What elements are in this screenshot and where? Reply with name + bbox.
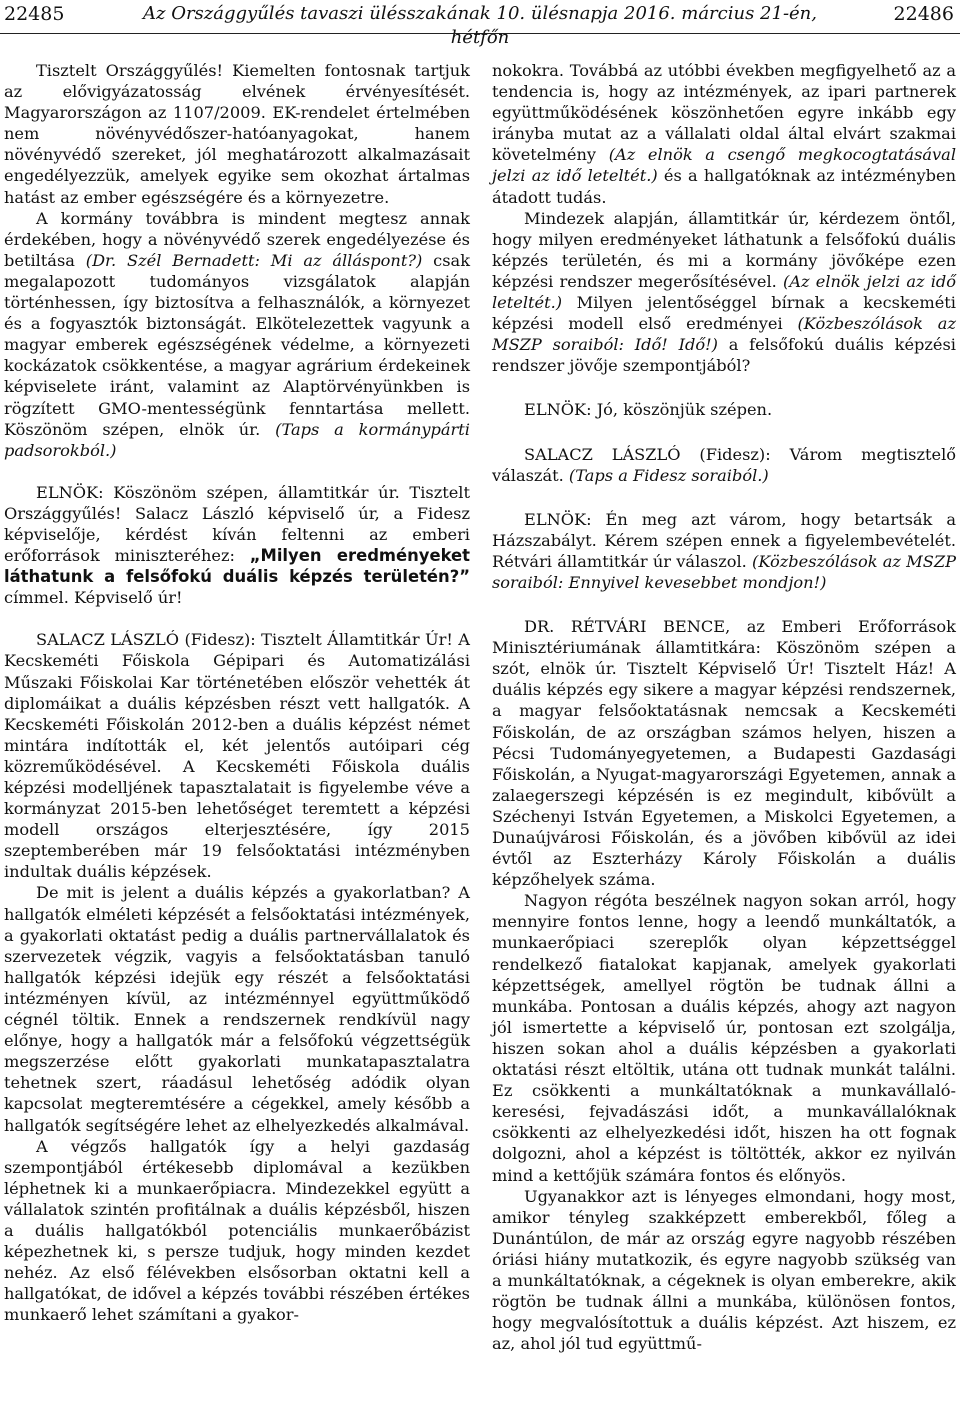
page-header bbox=[0, 0, 960, 48]
header-rule bbox=[0, 33, 960, 34]
speaker-paragraph: ELNÖK: Én meg azt várom, hogy betartsák a Házszabályt. Kérem szépen ennek a figyelembevételét. Rétvári államtitkár úr válaszol. (Közbeszólások az MSZP soraiból: Ennyivel kevesebbet mondjon!) bbox=[492, 509, 956, 592]
applause-note: (Taps a kormánypárti padsorokból.) bbox=[4, 419, 470, 460]
page-number-right: 22486 bbox=[893, 3, 954, 25]
speaker-paragraph: SALACZ LÁSZLÓ (Fidesz): Várom megtisztelő válaszát. (Taps a Fidesz soraiból.) bbox=[492, 444, 956, 485]
paragraph: Mindezek alapján, államtitkár úr, kérdezem öntől, hogy milyen eredményeket láthatunk a felsőfokú duális képzés területén, és mi a kormány jövőképe ezen képzési rendszer megerősítésével. (Az elnök jelzi az idő leteltét.) Milyen jelentőséggel bírnak a kecskeméti képzési modell első eredményei (Közbeszólások az MSZP soraiból: Idő! Idő!) a felsőfokú duális képzési rendszer jövője szempontjából? bbox=[492, 208, 956, 376]
speaker-paragraph: DR. RÉTVÁRI BENCE, az Emberi Erőforrások Minisztériumának államtitkára: Köszönöm szépen a szót, elnök úr. Tisztelt Képviselő Úr! Tisztelt Ház! A duális képzés egy sikere a magyar képzési rendszernek, a magyar felsőoktatásnak nemcsak a Kecskeméti Főiskolán, de az országban számos helyen, hiszen a Pécsi Tudományegyetemen, a Budapesti Gazdasági Főiskolán, a Nyugat-magyarországi Egyetemen, annak a zalaegerszegi képzésén is ez megindult, kibővült a Széchenyi István Egyetemen, a Miskolci Egyetemen, a Dunaújvárosi Főiskolán, és a jövőben kibővül az idei évtől az Eszterházy Károly Főiskolán a duális képzőhelyek száma. bbox=[492, 617, 956, 890]
paragraph: A végzős hallgatók így a helyi gazdaság szempontjából értékesebb diplomával a kezükben léphetnek ki a munkaerőpiacra. Mindezekkel együtt a vállalatok szintén profitálnak a duális képzésből, hiszen a duális hallgatókból potenciális munkaerőbázist képezhetnek ki, s persze tudjuk, hogy minden kezdet nehéz. Az első félévekben elsősorban oktatni kell a hallgatókat, de idővel a képzés további részében értékes munkaerő lehet számítani a gyakor- bbox=[4, 1136, 470, 1325]
paragraph: nokokra. Továbbá az utóbbi években megfigyelhető az a tendencia is, hogy az intézmények, az ipari partnerek együttműködésének köszönhetően egyre inkább egy irányba mutat az a vállalati oldal által elvárt szakmai követelmény (Az elnök a csengő megkocogtatásával jelzi az idő leteltét.) és a hallgatóknak az intézményben átadott tudás. bbox=[492, 61, 956, 207]
interjection: (Az elnök a csengő megkocogtatásával jelzi az idő leteltét.) bbox=[492, 145, 956, 186]
page-number-left: 22485 bbox=[4, 3, 65, 25]
left-column bbox=[4, 60, 470, 1325]
interjection: (Közbeszólások az MSZP soraiból: Idő! Idő!) bbox=[492, 314, 956, 355]
right-column bbox=[492, 60, 956, 1354]
paragraph: De mit is jelent a duális képzés a gyakorlatban? A hallgatók elméleti képzését a felsőoktatási intézmények, a gyakorlati oktatást pedig a duális partnervállalatok és szervezetek végzik, vagyis a felsőoktatásban tanuló hallgatók képzési idejük egy részét a felsőoktatási intézményen kívül, az intézménnyel együttműködő cégnél töltik. Ennek a rendszernek rendkívül nagy előnye, hogy a hallgatók már a felsőfokú végzettségük megszerzése előtt gyakorlati munkatapasztalatra tehetnek szert, ráadásul lehetőség adódik olyan kapcsolat megteremtésére a cégekkel, amely később a hallgatók segítségére lehet az elhelyezkedés alkalmával. bbox=[4, 883, 470, 1135]
speaker-paragraph: SALACZ LÁSZLÓ (Fidesz): Tisztelt Államtitkár Úr! A Kecskeméti Főiskola Gépipari és Automatizálási Műszaki Főiskolai Kar történetében először vehették át diplomáikat a duális képzésben részt vett hallgatók. A Kecskeméti Főiskolán 2012-ben a duális képzést német mintára indították el, két jelentős autóipari cég közreműködésével. A Kecskeméti Főiskola duális képzési modelljének tapasztalatait is figyelembe véve a kormányzat 2015-ben lehetőséget teremtett a képzési modell országos elterjesztésére, így 2015 szeptemberében már 19 felsőoktatási intézményben indultak duális képzések. bbox=[4, 630, 470, 882]
paragraph: A kormány továbbra is mindent megtesz annak érdekében, hogy a növényvédő szerek engedélyezése és betiltása (Dr. Szél Bernadett: Mi az álláspont?) csak megalapozott tudományos vizsgálatok alapján történhessen, így biztosítva a felhasználók, a környezet és a fogyasztók biztonságát. Elkötelezettek vagyunk a magyar emberek egészségének védelme, a környezeti kockázatok csökkentése, a magyar agrárium érdekeinek képviselete iránt, valamint az Alaptörvényünkben is rögzített GMO-mentességünk fenntartása mellett. Köszönöm szépen, elnök úr. (Taps a kormánypárti padsorokból.) bbox=[4, 208, 471, 460]
running-title: Az Országgyűlés tavaszi ülésszakának 10. ülésnapja 2016. március 21-én, hétfőn bbox=[142, 3, 817, 48]
paragraph: Nagyon régóta beszélnek nagyon sokan arról, hogy mennyire fontos lenne, hogy a leendő munkáltatók, a munkaerőpiaci szereplők olyan képzettséggel rendelkező fiatalokat kapjanak, amelyek gyakorlati képzettségek, amellyel rögtön be tudnak állni a munkába. Pontosan a duális képzés, ahogy azt nagyon jól ismertette a képviselő úr, pontosan ezt szolgálja, hiszen sokan ahol a duális képzésben a gyakorlati oktatási részt eltöltik, utána ott tudnak munkát találni. Ez csökkenti a munkáltatóknak a munkavállaló-keresési, fejvadászási időt, a munkavállalóknak csökkenti az elhelyezkedési időt, hiszen ha ott fognak dolgozni, ahol a képzést is töltötték, akkor ez nyilván mind a kettőjük számára fontos és előnyös. bbox=[492, 891, 956, 1185]
interjection: (Dr. Szél Bernadett: Mi az álláspont?) bbox=[85, 250, 423, 270]
question-title: „Milyen eredményeket láthatunk a felsőfokú duális képzés területén?” bbox=[4, 546, 471, 587]
paragraph: Ugyanakkor azt is lényeges elmondani, hogy most, amikor tényleg szakképzett emberekből, főleg a Dunántúlon, de már az ország egyre nagyobb részében óriási hiány mutatkozik, és egyre nagyobb szükség van a munkáltatóknak, a cégeknek is olyan emberekre, akik rögtön be tudnak állni a munkába, különösen fontos, hogy megvalósítottuk a duális képzést. Azt hiszem, ez az, ahol jól tud együttmű- bbox=[492, 1186, 956, 1354]
applause-note: (Taps a Fidesz soraiból.) bbox=[568, 465, 769, 485]
speaker-paragraph: ELNÖK: Jó, köszönjük szépen. bbox=[524, 400, 773, 420]
speaker-paragraph: ELNÖK: Köszönöm szépen, államtitkár úr. Tisztelt Országgyűlés! Salacz László képviselő úr, a Fidesz képviselője, kérdést kíván feltenni az emberi erőforrások miniszteréhez: „Milyen eredményeket láthatunk a felsőfokú duális képzés területén?” címmel. Képviselő úr! bbox=[4, 482, 471, 608]
paragraph: Tisztelt Országgyűlés! Kiemelten fontosnak tartjuk az elővigyázatosság elvének érvényesítését. Magyarországon az 1107/2009. EK-rendelet értelmében nem növényvédőszer-hatóanyagokat, hanem növényvédő szereket, jól meghatározott alkalmazásait engedélyezzük, amelyek egyike sem okozhat ártalmas hatást az ember egészségére és a környezetre. bbox=[4, 61, 470, 207]
interjection: (Közbeszólások az MSZP soraiból: Ennyivel kevesebbet mondjon!) bbox=[492, 551, 956, 592]
interjection: (Az elnök jelzi az idő leteltét.) bbox=[492, 271, 956, 313]
